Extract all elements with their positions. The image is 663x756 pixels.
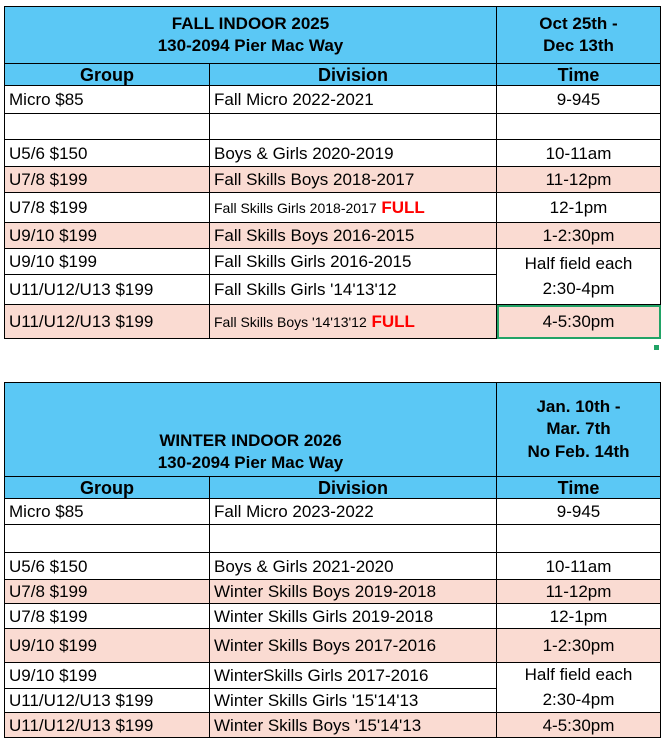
table-row	[5, 713, 661, 738]
time-range: 2:30-4pm	[542, 689, 615, 709]
fall-dates-cell[interactable]	[497, 7, 661, 64]
division-label: Fall Skills Boys '14'13'12	[214, 314, 367, 330]
group-cell[interactable]: U5/6 $150	[5, 553, 210, 580]
group-cell[interactable]: U11/U12/U13 $199	[5, 305, 210, 339]
group-cell[interactable]	[5, 525, 210, 553]
table-row	[5, 604, 661, 629]
table-row	[5, 553, 661, 580]
full-badge: FULL	[371, 312, 415, 331]
table-row	[5, 305, 661, 339]
fall-location: 130-2094 Pier Mac Way	[157, 36, 344, 55]
winter-dates-cell[interactable]	[497, 383, 661, 477]
time-range: 2:30-4pm	[542, 278, 615, 298]
group-cell[interactable]: U9/10 $199	[5, 249, 210, 275]
winter-dates-start: Jan. 10th -	[536, 397, 621, 417]
group-cell[interactable]	[5, 114, 210, 140]
time-cell[interactable]	[497, 114, 661, 140]
division-cell[interactable]: Boys & Girls 2020-2019	[210, 140, 497, 167]
time-cell[interactable]: 12-1pm	[497, 193, 661, 223]
time-cell-merged[interactable]	[497, 663, 661, 713]
group-cell[interactable]: U7/8 $199	[5, 580, 210, 604]
table-row	[5, 114, 661, 140]
group-cell[interactable]: U9/10 $199	[5, 629, 210, 663]
winter-division-header[interactable]: Division	[210, 477, 497, 499]
time-cell[interactable]: 10-11am	[497, 140, 661, 167]
winter-time-header[interactable]: Time	[497, 477, 661, 499]
group-cell[interactable]: U5/6 $150	[5, 140, 210, 167]
time-note: Half field each	[524, 253, 633, 273]
table-row	[5, 167, 661, 193]
winter-dates-end: Mar. 7th	[546, 419, 611, 439]
table-row	[5, 499, 661, 525]
group-cell[interactable]: U9/10 $199	[5, 223, 210, 249]
division-cell[interactable]: Boys & Girls 2021-2020	[210, 553, 497, 580]
division-cell[interactable]	[210, 114, 497, 140]
division-cell[interactable]: Winter Skills Girls 2019-2018	[210, 604, 497, 629]
fall-schedule-table	[4, 6, 661, 339]
time-cell[interactable]: 12-1pm	[497, 604, 661, 629]
division-cell[interactable]: Winter Skills Boys 2019-2018	[210, 580, 497, 604]
division-cell[interactable]: Winter Skills Boys '15'14'13	[210, 713, 497, 738]
division-label: Fall Skills Girls 2018-2017	[214, 200, 377, 216]
table-row	[5, 663, 661, 689]
time-cell-selected[interactable]: 4-5:30pm	[497, 305, 661, 339]
division-cell[interactable]: Fall Skills Boys 2018-2017	[210, 167, 497, 193]
division-cell[interactable]: WinterSkills Girls 2017-2016	[210, 663, 497, 689]
fall-title: FALL INDOOR 2025	[171, 13, 330, 33]
division-cell[interactable]: Fall Micro 2022-2021	[210, 86, 497, 114]
fall-time-header[interactable]: Time	[497, 64, 661, 86]
time-cell[interactable]: 4-5:30pm	[497, 713, 661, 738]
winter-title-cell[interactable]	[5, 383, 497, 477]
division-cell[interactable]: Fall Skills Girls 2016-2015	[210, 249, 497, 275]
winter-title: WINTER INDOOR 2026	[159, 430, 342, 450]
division-cell[interactable]	[210, 193, 497, 223]
group-cell[interactable]: U7/8 $199	[5, 167, 210, 193]
fall-group-header[interactable]: Group	[5, 64, 210, 86]
group-cell[interactable]: U11/U12/U13 $199	[5, 275, 210, 305]
fall-dates-start: Oct 25th -	[539, 13, 618, 33]
group-cell[interactable]: Micro $85	[5, 86, 210, 114]
table-row	[5, 629, 661, 663]
fall-dates-end: Dec 13th	[543, 36, 614, 55]
winter-group-header[interactable]: Group	[5, 477, 210, 499]
division-cell[interactable]: Fall Skills Girls '14'13'12	[210, 275, 497, 305]
fall-division-header[interactable]: Division	[210, 64, 497, 86]
group-cell[interactable]: Micro $85	[5, 499, 210, 525]
division-cell[interactable]: Fall Micro 2023-2022	[210, 499, 497, 525]
group-cell[interactable]: U11/U12/U13 $199	[5, 713, 210, 738]
winter-dates-note: No Feb. 14th	[527, 441, 630, 461]
time-note: Half field each	[524, 665, 633, 684]
table-row	[5, 249, 661, 275]
group-cell[interactable]: U11/U12/U13 $199	[5, 688, 210, 713]
division-cell[interactable]	[210, 305, 497, 339]
time-cell[interactable]: 10-11am	[497, 553, 661, 580]
group-cell[interactable]: U7/8 $199	[5, 604, 210, 629]
time-cell[interactable]: 11-12pm	[497, 580, 661, 604]
selection-fill-handle[interactable]	[654, 345, 659, 350]
group-cell[interactable]: U7/8 $199	[5, 193, 210, 223]
time-cell[interactable]: 11-12pm	[497, 167, 661, 193]
table-row	[5, 525, 661, 553]
table-row	[5, 193, 661, 223]
winter-schedule-table	[4, 382, 661, 738]
fall-title-cell[interactable]	[5, 7, 497, 64]
time-cell[interactable]	[497, 525, 661, 553]
full-badge: FULL	[381, 198, 425, 217]
time-cell[interactable]: 1-2:30pm	[497, 223, 661, 249]
division-cell[interactable]: Winter Skills Boys 2017-2016	[210, 629, 497, 663]
table-row	[5, 223, 661, 249]
time-cell[interactable]: 9-945	[497, 86, 661, 114]
group-cell[interactable]: U9/10 $199	[5, 663, 210, 689]
table-row	[5, 580, 661, 604]
table-row	[5, 140, 661, 167]
division-cell[interactable]	[210, 525, 497, 553]
winter-location: 130-2094 Pier Mac Way	[157, 452, 344, 472]
time-cell[interactable]: 1-2:30pm	[497, 629, 661, 663]
time-cell-merged[interactable]	[497, 249, 661, 305]
division-cell[interactable]: Winter Skills Girls '15'14'13	[210, 688, 497, 713]
table-row	[5, 86, 661, 114]
time-cell[interactable]: 9-945	[497, 499, 661, 525]
division-cell[interactable]: Fall Skills Boys 2016-2015	[210, 223, 497, 249]
